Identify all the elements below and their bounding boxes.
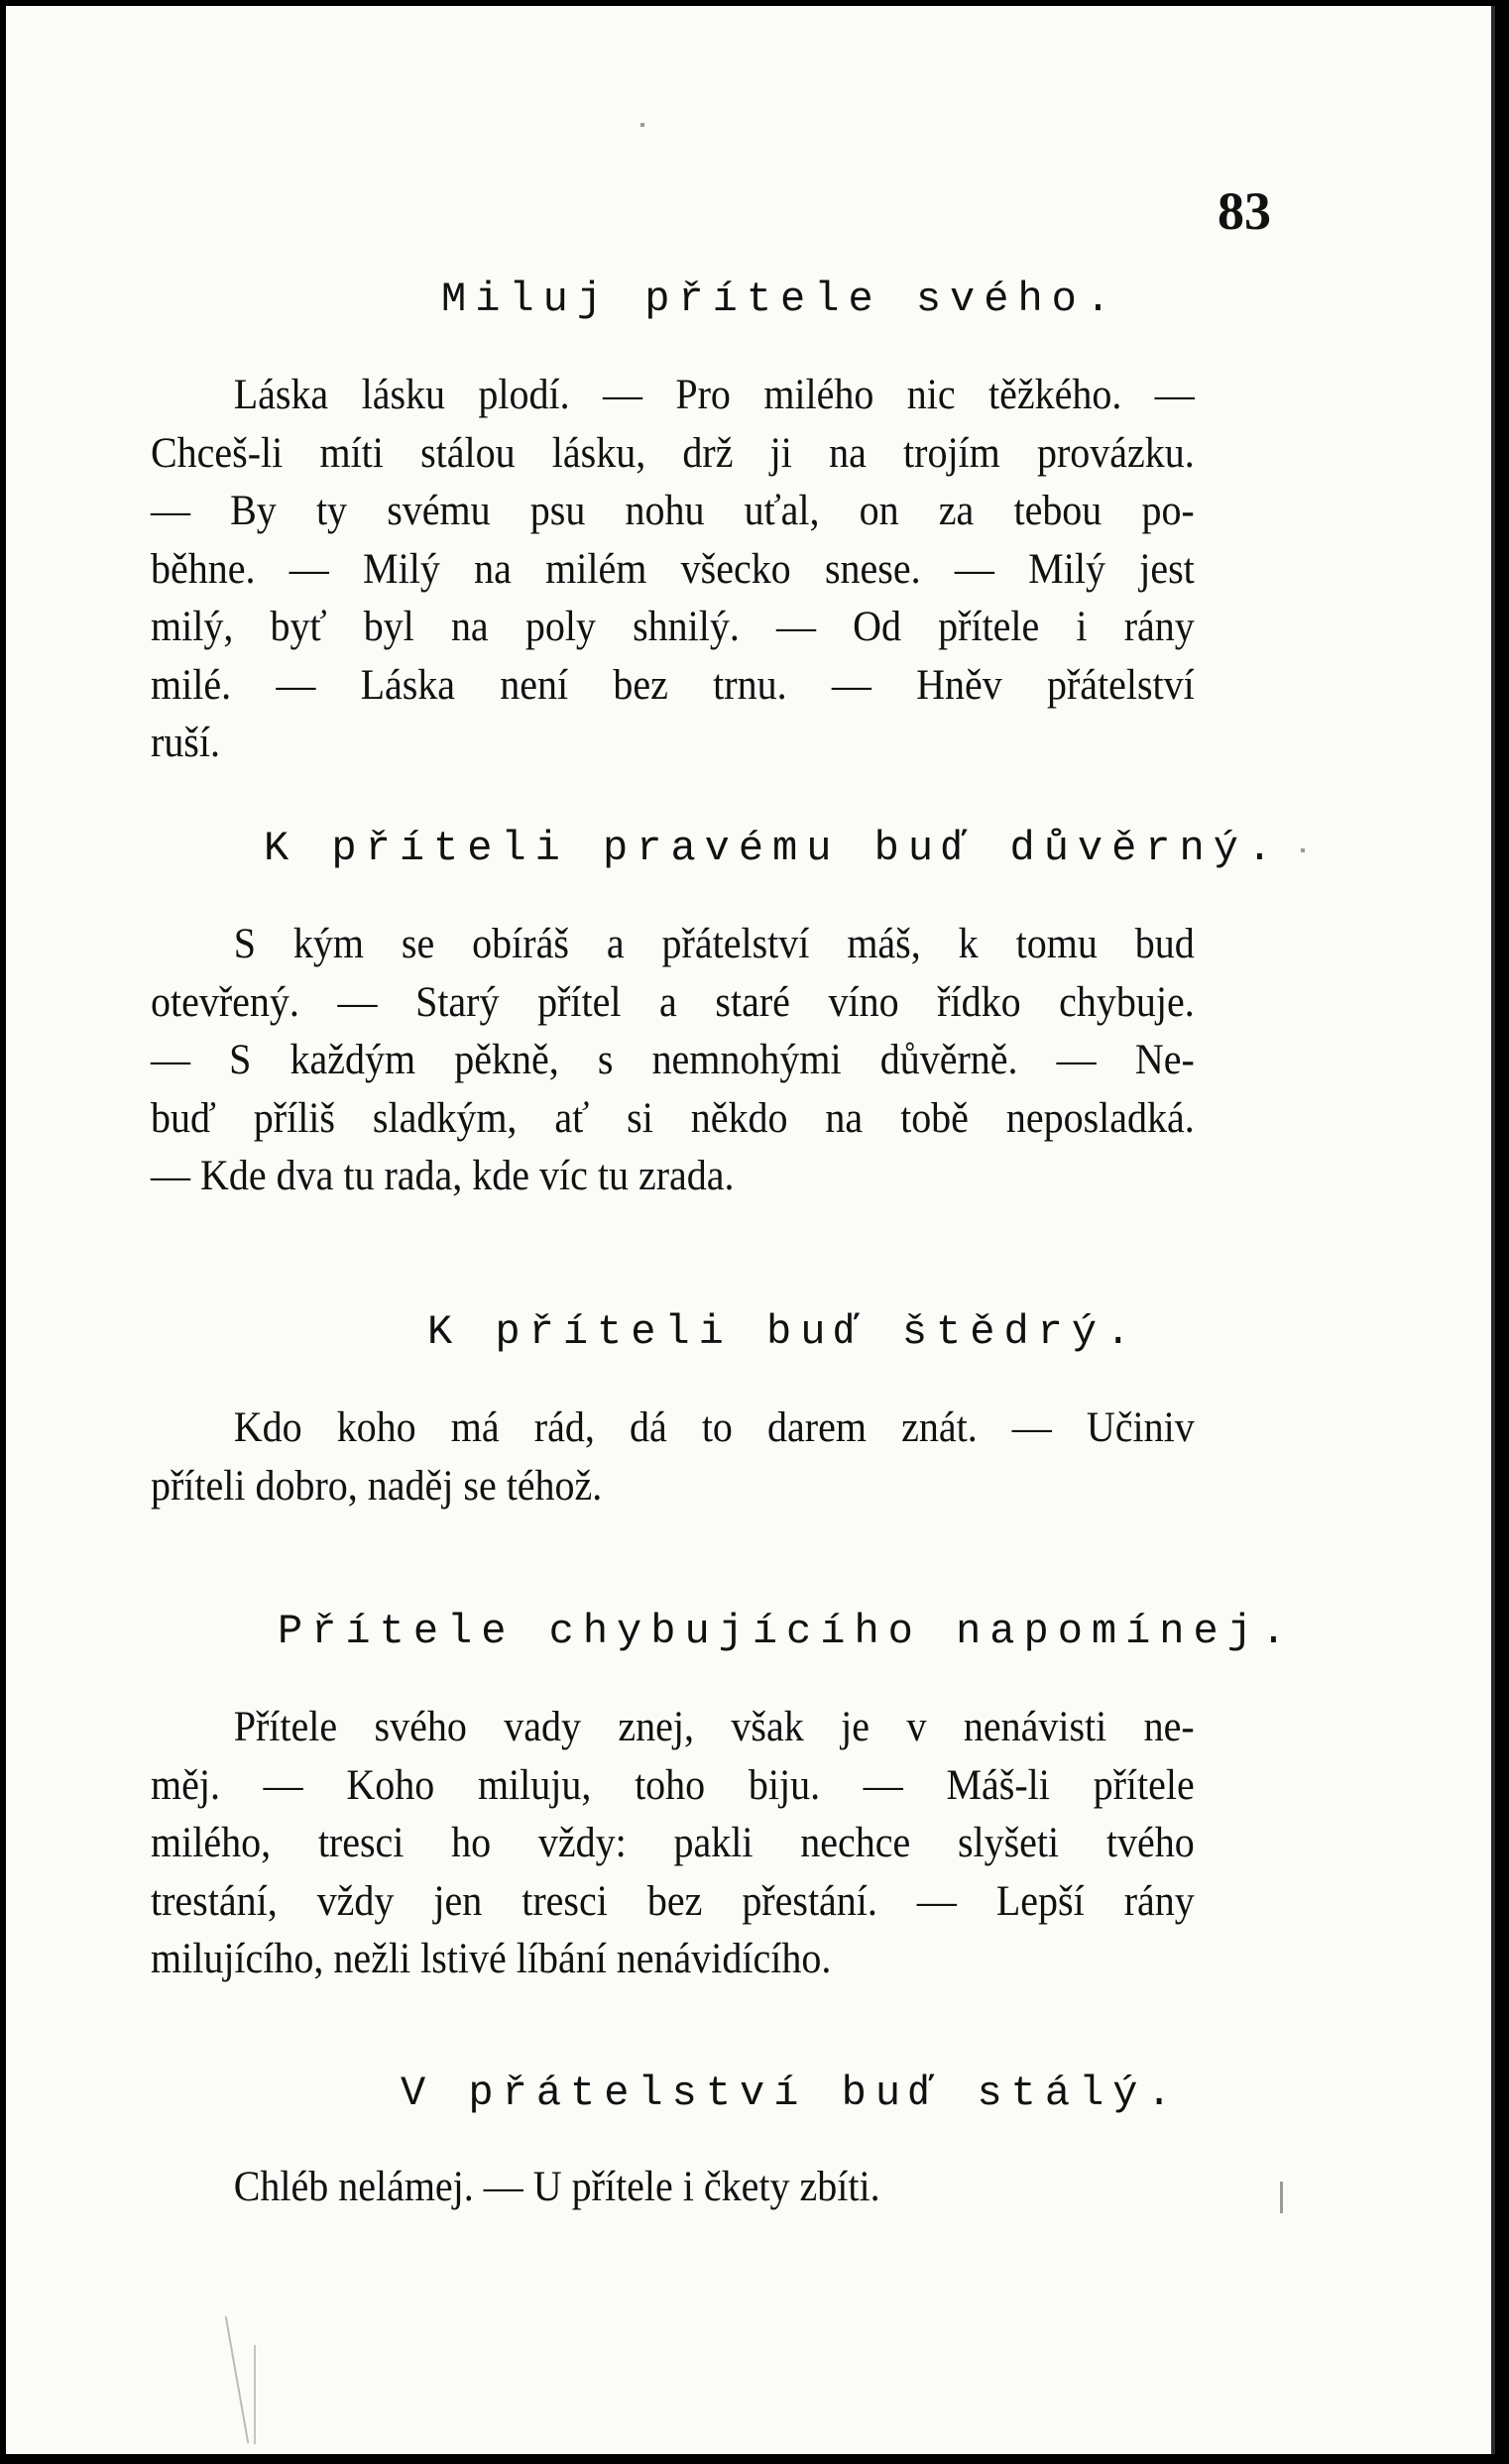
- text-line: S kým se obíráš a přátelství máš, k tomu bud: [233, 921, 1195, 967]
- scan-mark: [225, 2316, 250, 2443]
- text-line: milý, byť byl na poly shnilý. — Od přítele i rány: [151, 604, 1195, 650]
- text-line: milé. — Láska není bez trnu. — Hněv přátelství: [151, 661, 1195, 709]
- section-paragraph: [151, 1699, 1195, 1989]
- text-line: Chceš-li míti stálou lásku, drž ji na trojím provázku.: [151, 429, 1195, 477]
- text-line: — Kde dva tu rada, kde víc tu zrada.: [151, 1153, 735, 1199]
- text-line: otevřený. — Starý přítel a staré víno řídko chybuje.: [151, 978, 1195, 1026]
- section-paragraph: [151, 1400, 1195, 1515]
- text-line: běhne. — Milý na milém všecko snese. — Milý jest: [151, 545, 1195, 593]
- text-line: ruší.: [151, 720, 220, 766]
- section-heading: Přítele chybujícího napomínej.: [278, 1608, 1296, 1655]
- text-line: trestání, vždy jen tresci bez přestání. — Lepší rány: [151, 1877, 1195, 1925]
- section-paragraph: [151, 367, 1195, 773]
- scan-speck: [1301, 848, 1305, 852]
- section-heading: V přátelství buď stálý.: [401, 2070, 1181, 2117]
- scan-mark: [254, 2345, 256, 2444]
- text-line: měj. — Koho miluju, toho biju. — Máš-li přítele: [151, 1761, 1195, 1809]
- text-line: Chléb nelámej. — U přítele i čkety zbíti.: [233, 2164, 880, 2210]
- text-line: — S každým pěkně, s nemnohými důvěrně. — Ne-: [151, 1037, 1195, 1083]
- text-line: buď příliš sladkým, ať si někdo na tobě neposladká.: [151, 1094, 1195, 1142]
- section-heading: Miluj přítele svého.: [441, 276, 1120, 323]
- section-paragraph: [151, 2159, 1195, 2217]
- text-line: příteli dobro, naděj se téhož.: [151, 1462, 603, 1510]
- section-heading: K příteli buď štědrý.: [427, 1308, 1140, 1356]
- text-line: milujícího, nežli lstivé líbání nenávidícího.: [151, 1936, 832, 1982]
- book-page: [6, 6, 1495, 2454]
- text-line: Přítele svého vady znej, však je v nenávisti ne-: [233, 1704, 1195, 1750]
- text-line: milého, tresci ho vždy: pakli nechce slyšeti tvého: [151, 1820, 1195, 1866]
- page-number: 83: [1218, 181, 1271, 241]
- scan-speck: [640, 123, 644, 127]
- section-heading: K příteli pravému buď důvěrný.: [264, 825, 1282, 872]
- section-paragraph: [151, 916, 1195, 1206]
- text-line: Kdo koho má rád, dá to darem znát. — Učiniv: [233, 1404, 1195, 1451]
- text-line: Láska lásku plodí. — Pro milého nic těžkého. —: [233, 372, 1195, 418]
- scan-mark: [1280, 2182, 1283, 2213]
- text-line: — By ty svému psu nohu uťal, on za tebou po-: [151, 488, 1195, 534]
